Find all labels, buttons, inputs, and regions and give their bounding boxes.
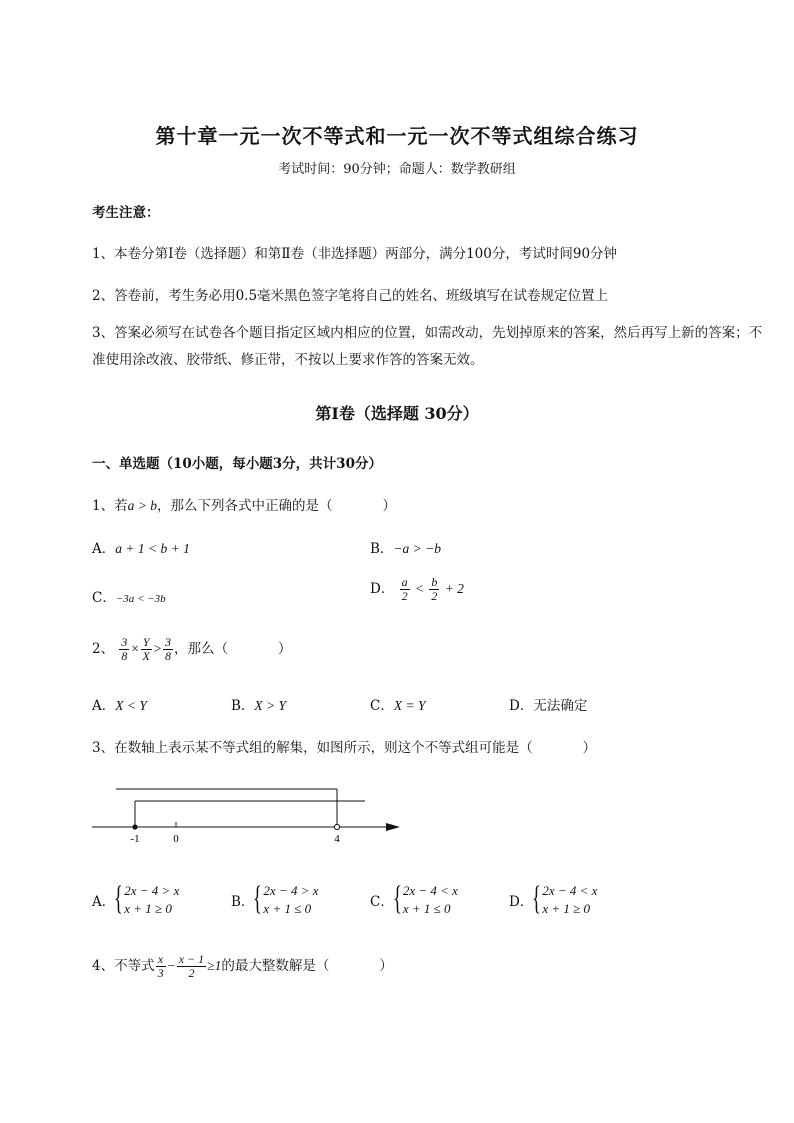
exam-info: 考试时间：90分钟；命题人：数学教研组 [278, 162, 516, 177]
inequality-system: { 2x − 4 < x x + 1 ≤ 0 [392, 880, 458, 917]
option-label: D． [370, 581, 395, 597]
inequality-system: { 2x − 4 < x x + 1 ≥ 0 [532, 880, 598, 917]
q3-option-a[interactable]: A． { 2x − 4 > x x + 1 ≥ 0 [92, 880, 180, 917]
q1-option-b[interactable] [370, 537, 441, 557]
q1-condition: a > b [127, 498, 157, 513]
notice-heading: 考生注意： [92, 205, 160, 221]
notice-item-3: 3、答案必须写在试卷各个题目指定区域内相应的位置，如需改动，先划掉原来的答案，然后再写上新的答案；不准使用涂改液、胶带纸、修正带，不按以上要求作答的答案无效。 [92, 325, 763, 368]
question-4: 4、不等式 $\frac{x}{3}$ − $\frac{x - 1}{2}$ ≥1的最大整数解是（ ） [92, 952, 393, 980]
q1-prefix: 1、若 [92, 498, 128, 514]
option-label: B． [370, 541, 394, 557]
q1-option-a[interactable] [92, 537, 190, 557]
fraction: $\frac{b}{2}$ [431, 575, 438, 603]
tick-label-4: 4 [334, 833, 340, 845]
q1-option-d[interactable]: D． $\frac{a}{2}$ < $\frac{b}{2}$ + 2 [370, 575, 464, 603]
part-heading: 一、单选题（10小题，每小题3分，共计30分） [92, 456, 382, 472]
q2-option-b[interactable]: B．X > Y [231, 698, 287, 714]
q1-suffix: ，那么下列各式中正确的是（ [156, 498, 333, 514]
question-3: 3、在数轴上表示某不等式组的解集，如图所示，则这个不等式组可能是（ ） [92, 740, 597, 756]
option-text: −3a < −3b [115, 593, 166, 605]
question-2: 2、 $\frac{3}{8}$ × $\frac{Y}{X}$ > $\frac{3}{8}$ ，那么（ ） [92, 635, 292, 663]
option-text: −a > −b [393, 541, 442, 556]
q3-option-d[interactable]: D． { 2x − 4 < x x + 1 ≥ 0 [509, 880, 598, 917]
page-title: 第十章一元一次不等式和一元一次不等式组综合练习 [155, 124, 639, 148]
option-text: a + 1 < b + 1 [115, 541, 190, 556]
q1-close: ） [382, 498, 396, 514]
axis-arrow-icon [386, 823, 400, 831]
fraction: $\frac{x}{3}$ [157, 952, 164, 980]
fraction: $\frac{Y}{X}$ [142, 635, 150, 663]
closed-point-neg1 [132, 824, 137, 829]
q3-option-b[interactable]: B． { 2x − 4 > x x + 1 ≤ 0 [231, 880, 319, 917]
fraction: $\frac{a}{2}$ [401, 575, 408, 603]
number-line-figure [90, 780, 410, 850]
q2-option-d[interactable]: D．无法确定 [509, 698, 588, 714]
tick-label-neg1: -1 [130, 833, 140, 845]
option-label: C． [92, 590, 116, 606]
fraction: $\frac{3}{8}$ [164, 635, 171, 663]
fraction: $\frac{3}{8}$ [121, 635, 128, 663]
section-title: 第Ⅰ卷（选择题 30分） [315, 404, 479, 423]
notice-item-2: 2、答卷前，考生务必用0.5毫米黑色签字笔将自己的姓名、班级填写在试卷规定位置上 [92, 288, 609, 304]
open-point-4 [334, 824, 339, 829]
question-1 [92, 494, 396, 514]
q2-option-a[interactable]: A．X < Y [92, 698, 147, 714]
fraction: $\frac{x - 1}{2}$ [178, 952, 205, 980]
inequality-system: { 2x − 4 > x x + 1 ≤ 0 [253, 880, 319, 917]
notice-item-1: 1、本卷分第Ⅰ卷（选择题）和第Ⅱ卷（非选择题）两部分，满分100分，考试时间90分钟 [92, 246, 618, 262]
tick-label-0: 0 [173, 833, 179, 845]
q2-option-c[interactable]: C．X = Y [370, 698, 426, 714]
inequality-system: { 2x − 4 > x x + 1 ≥ 0 [114, 880, 180, 917]
q1-option-c[interactable] [92, 586, 166, 606]
option-label: A． [92, 541, 116, 557]
q3-option-c[interactable]: C． { 2x − 4 < x x + 1 ≤ 0 [370, 880, 458, 917]
